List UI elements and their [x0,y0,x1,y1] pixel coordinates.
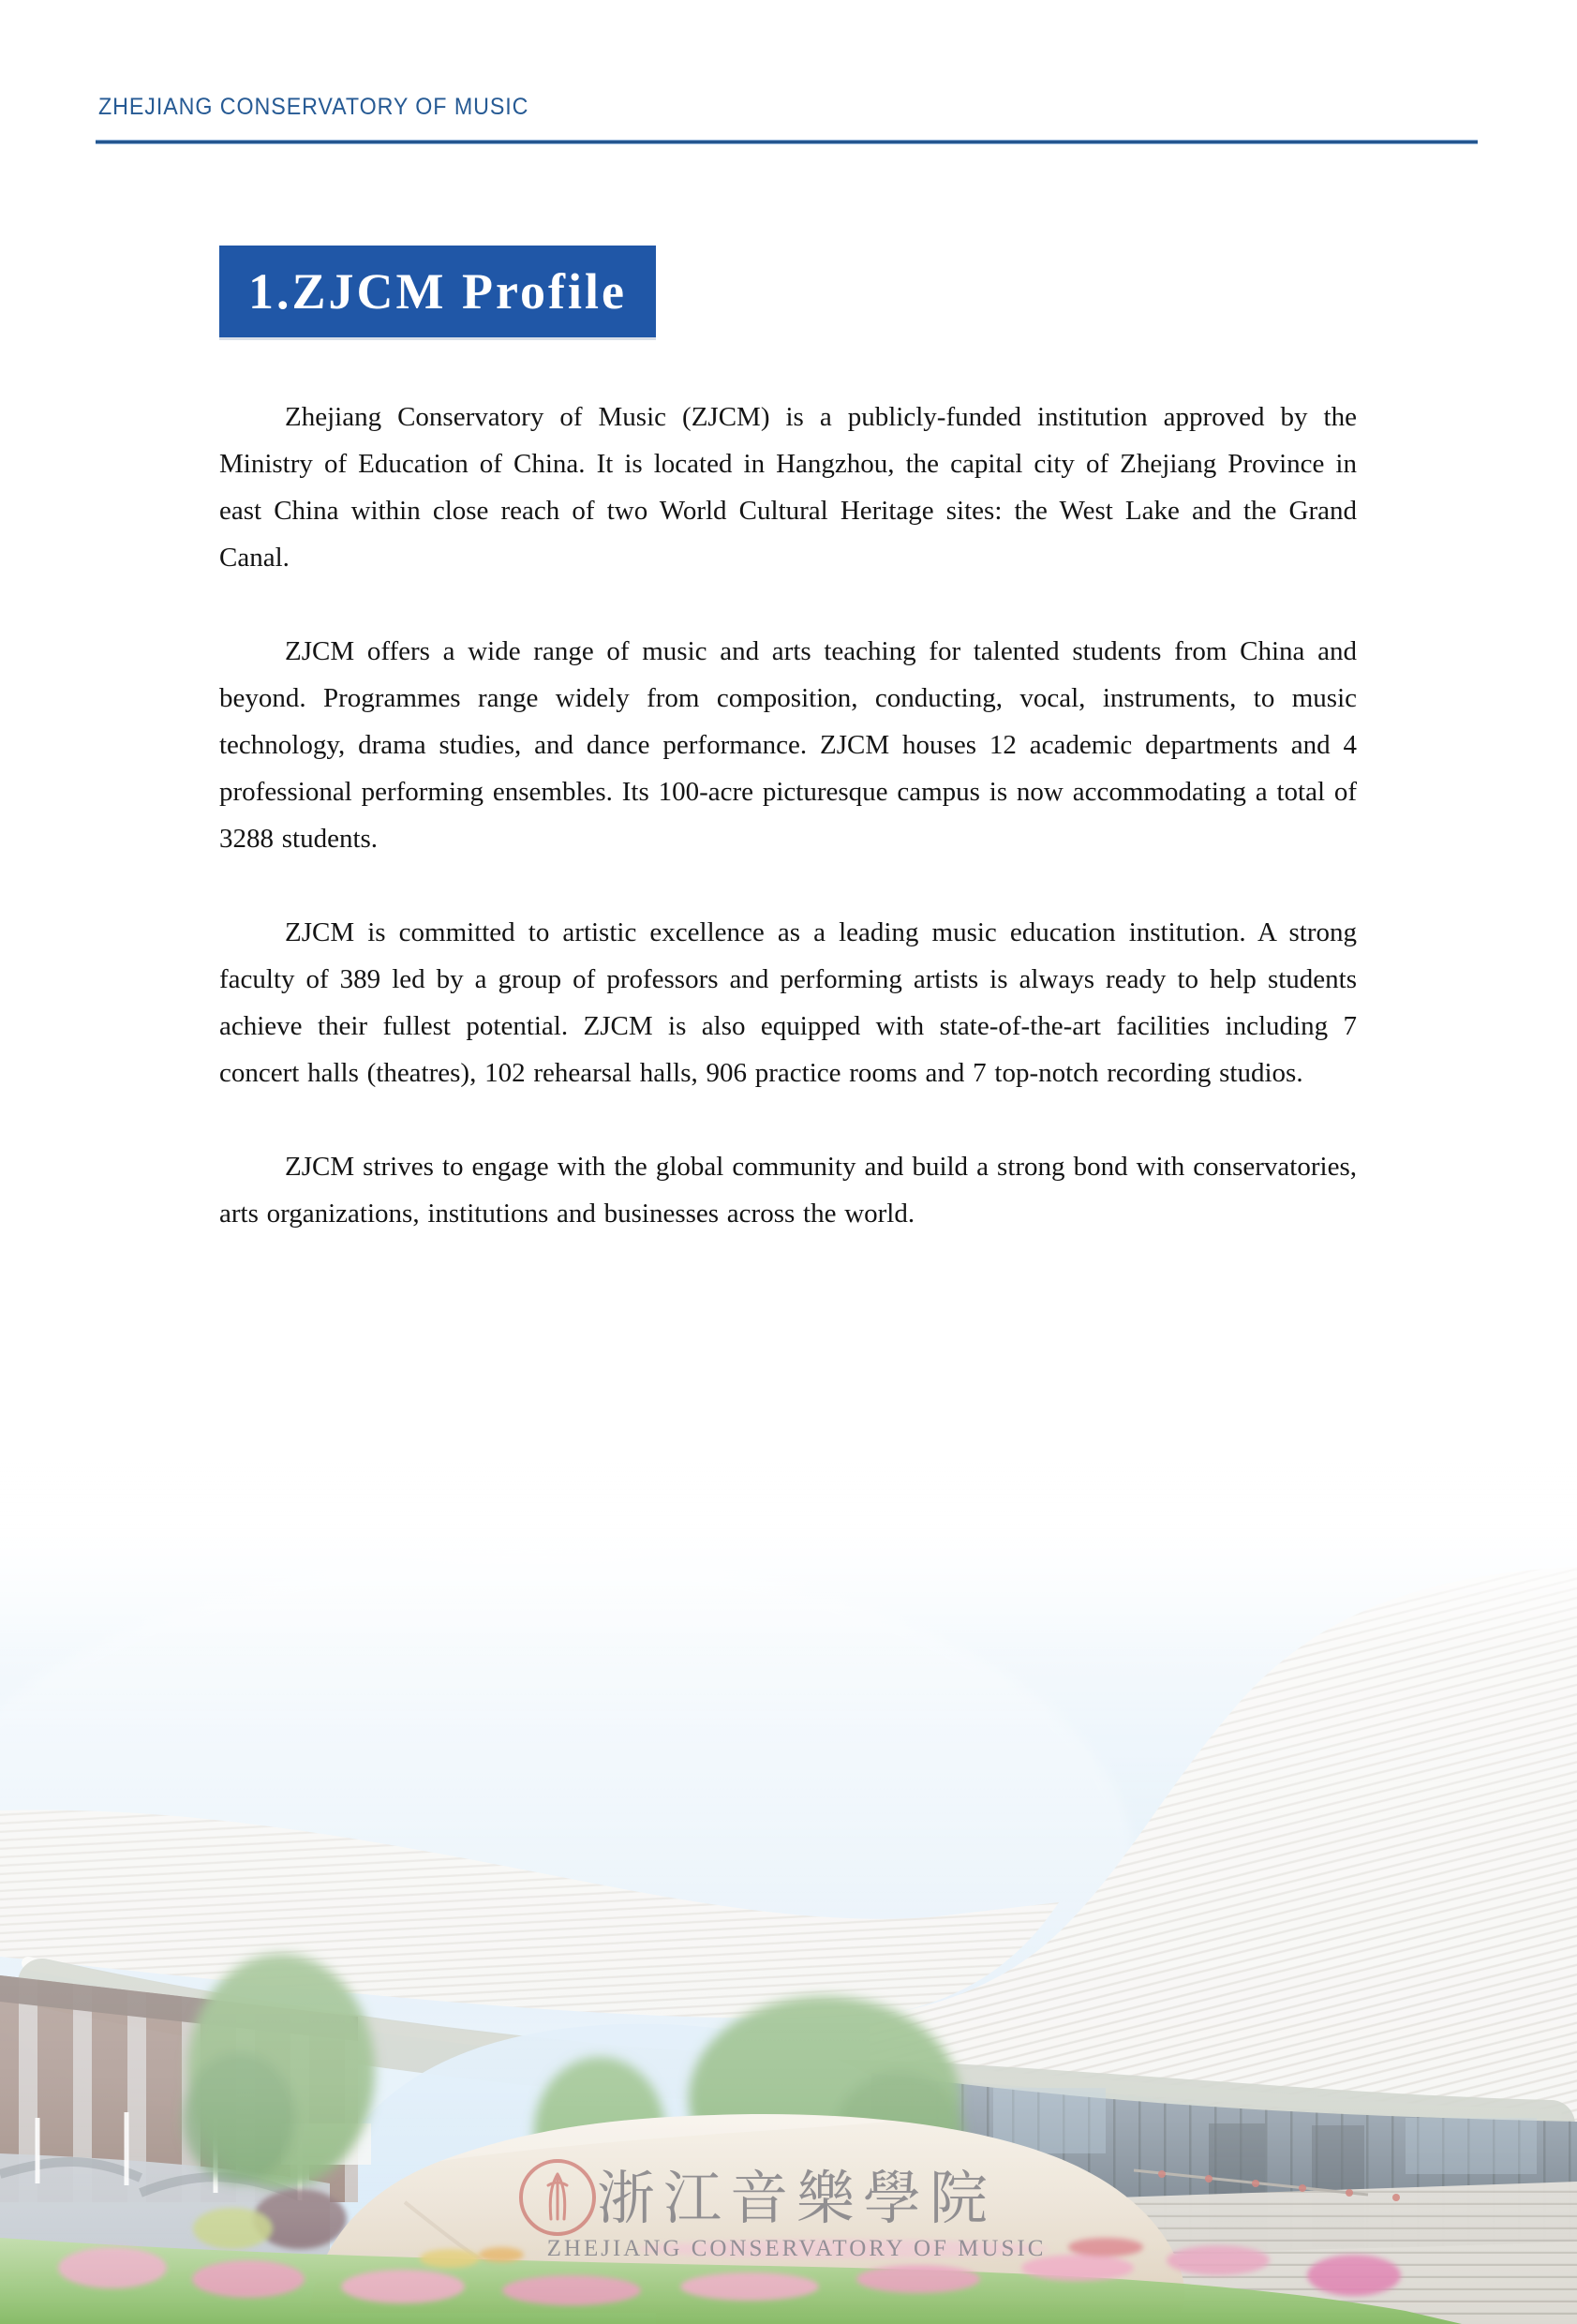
section-banner [219,246,656,337]
paragraph-1: Zhejiang Conservatory of Music (ZJCM) is a publicly-funded institution approved by the Ministry of Education of China. It is located in Hangzhou, the capital city of Zhejiang Province in east China within close reach of two World Cultural Heritage sites: the West Lake and the Grand Canal. [219,402,1357,573]
header-rule [96,140,1478,144]
paragraph-2: ZJCM offers a wide range of music and arts teaching for talented students from China and beyond. Programmes range widely from composition, conducting, vocal, instruments, to music technology, drama studies, and dance performance. ZJCM houses 12 academic departments and 4 professional performing ensembles. Its 100-acre picturesque campus is now accommodating a total of 3288 students. [219,636,1357,854]
stone-title-cn: 浙江音樂學院 [596,2168,996,2231]
campus-photo [0,1462,1577,2324]
section-title: 1.ZJCM Profile [248,263,627,320]
paragraph-4: ZJCM strives to engage with the global community and build a strong bond with conservatories, arts organizations, institutions and businesses across the world. [219,1152,1357,1229]
profile-text-block [219,394,1357,1284]
stone-title-en: ZHEJIANG CONSERVATORY OF MUSIC [546,2236,1047,2261]
paragraph-3: ZJCM is committed to artistic excellence as a leading music education institution. A strong faculty of 389 led by a group of professors and performing artists is always ready to help students achieve their fullest potential. ZJCM is also equipped with state-of-the-art facilities including 7 concert halls (theatres), 102 rehearsal halls, 906 practice rooms and 7 top-notch recording studios. [219,917,1357,1088]
header-brand: ZHEJIANG CONSERVATORY OF MUSIC [98,94,529,120]
